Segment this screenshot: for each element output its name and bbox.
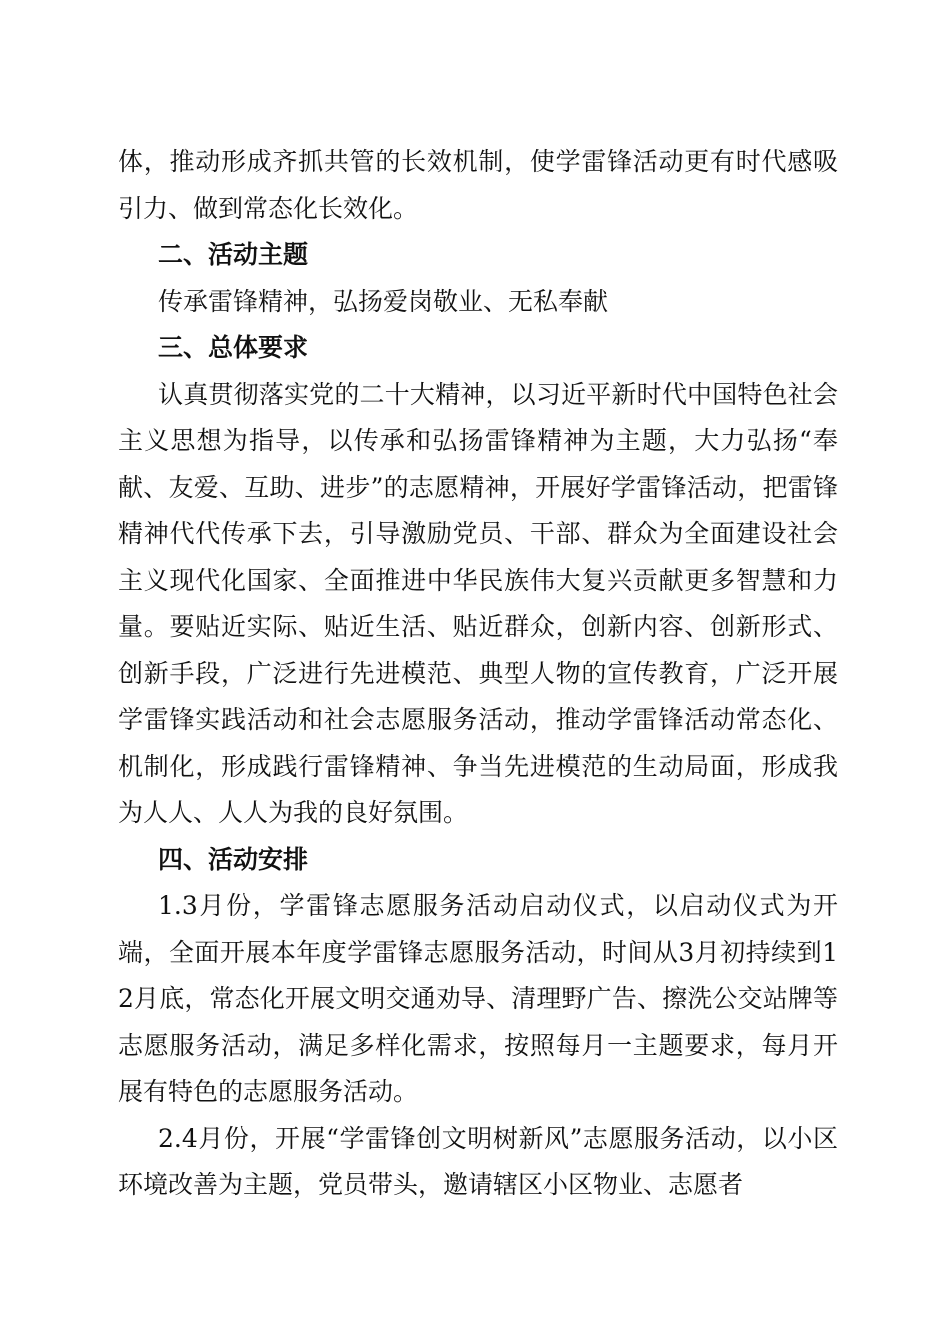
arrangement-item-2: 2.4月份，开展“学雷锋创文明树新风”志愿服务活动，以小区环境改善为主题，党员带头，邀请辖区小区物业、志愿者 — [118, 1123, 838, 1199]
requirements-paragraph: 认真贯彻落实党的二十大精神，以习近平新时代中国特色社会主义思想为指导，以传承和弘扬雷锋精神为主题，大力弘扬“奉献、友爱、互助、进步”的志愿精神，开展好学雷锋活动，把雷锋精神代代传承下去，引导激励党员、干部、群众为全面建设社会主义现代化国家、全面推进中华民族伟大复兴贡献更多智慧和力量。要贴近实际、贴近生活、贴近群众，创新内容、创新形式、创新手段，广泛进行先进模范、典型人物的宣传教育，广泛开展学雷锋实践活动和社会志愿服务活动，推动学雷锋活动常态化、机制化，形成践行雷锋精神、争当先进模范的生动局面，形成我为人人、人人为我的良好氛围。 — [118, 379, 838, 827]
section-heading-theme: 二、活动主题 — [158, 240, 309, 269]
theme-paragraph: 传承雷锋精神，弘扬爱岗敬业、无私奉献 — [158, 286, 609, 316]
intro-paragraph: 体，推动形成齐抓共管的长效机制，使学雷锋活动更有时代感吸引力、做到常态化长效化。 — [118, 147, 838, 223]
section-heading-requirements: 三、总体要求 — [158, 333, 309, 362]
section-heading-arrangement: 四、活动安排 — [158, 844, 309, 874]
arrangement-item-1: 1.3月份，学雷锋志愿服务活动启动仪式，以启动仪式为开端，全面开展本年度学雷锋志愿服务活动，时间从3月初持续到12月底，常态化开展文明交通劝导、清理野广告、擦洗公交站牌等志愿服务活动，满足多样化需求，按照每月一主题要求，每月开展有特色的志愿服务活动。 — [118, 891, 838, 1106]
document-body — [118, 139, 838, 1209]
